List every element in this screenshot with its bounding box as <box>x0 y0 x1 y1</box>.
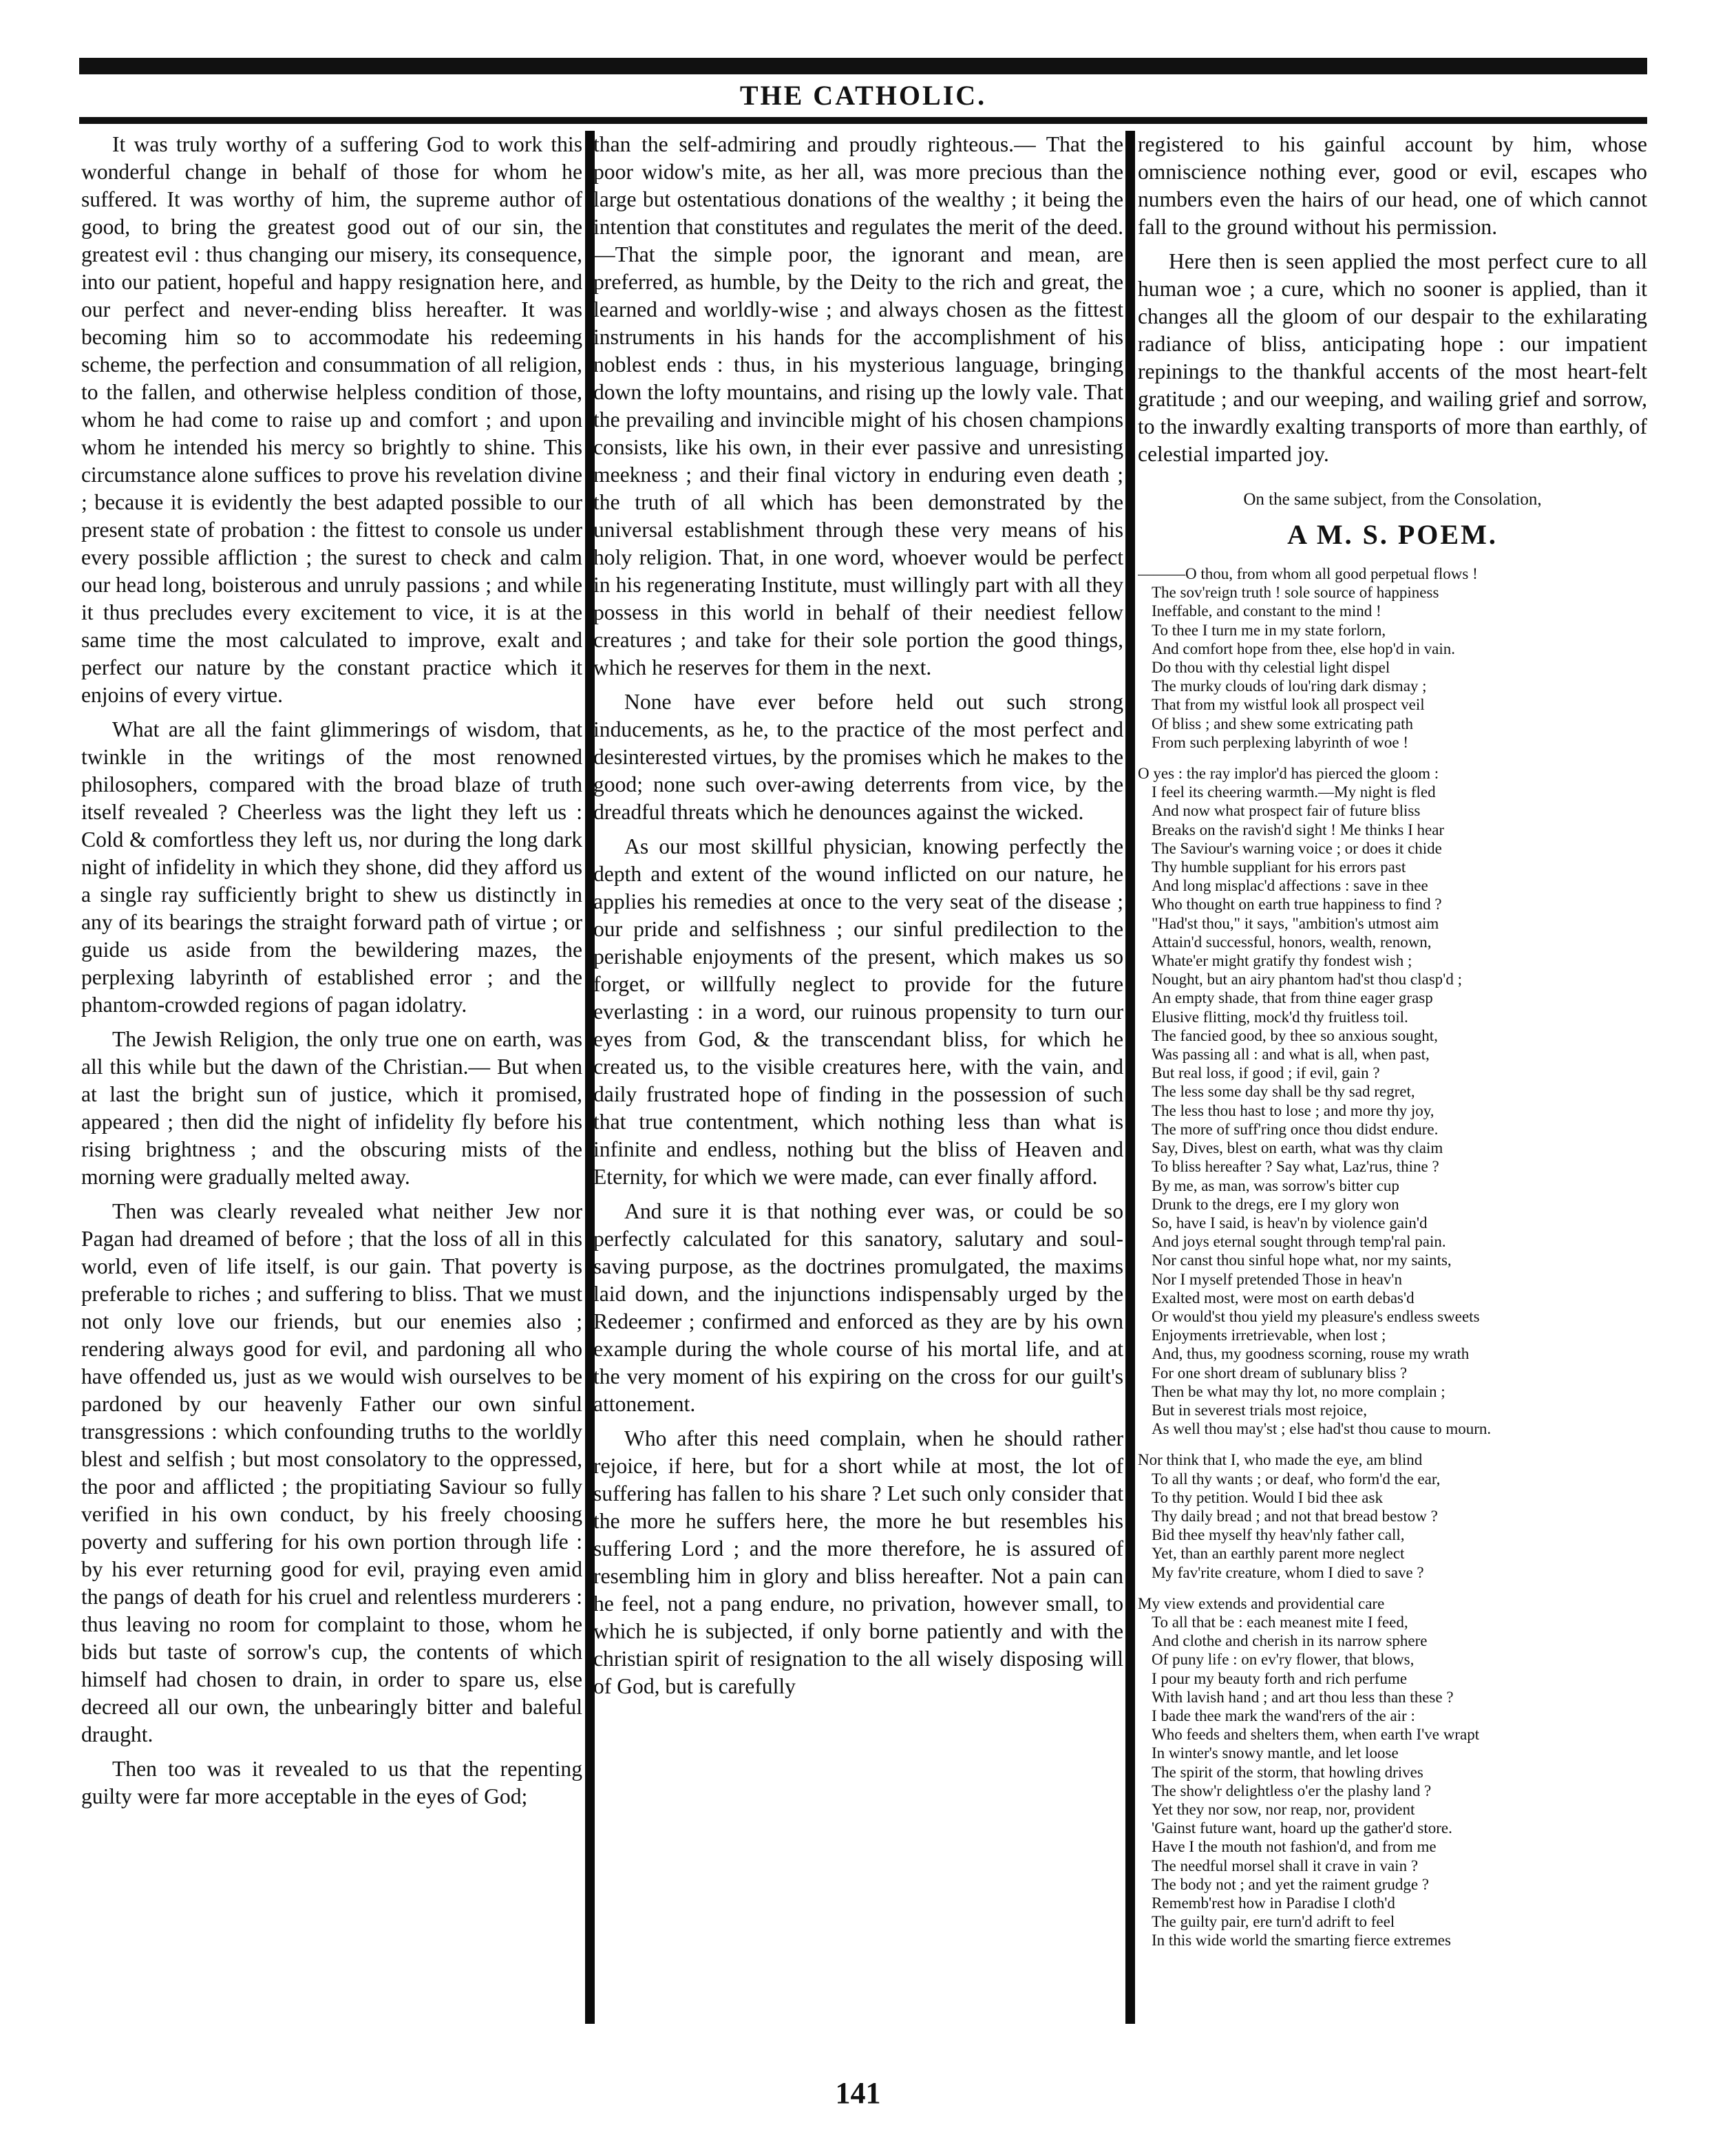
poem-line: Of bliss ; and shew some extricating path <box>1152 715 1414 732</box>
poem-line: And comfort hope from thee, else hop'd in vain. <box>1152 640 1456 657</box>
poem-line: Elusive flitting, mock'd thy fruitless toil. <box>1152 1008 1408 1026</box>
poem-line: The fancied good, by thee so anxious sought, <box>1152 1026 1438 1044</box>
poem-line: To all that be : each meanest mite I feed, <box>1152 1613 1408 1631</box>
poem-stanza <box>1138 1594 1647 1950</box>
poem-line: Do thou with thy celestial light dispel <box>1152 659 1390 677</box>
poem-line: The sov'reign truth ! sole source of happiness <box>1152 584 1439 602</box>
poem-line: An empty shade, that from thine eager grasp <box>1152 989 1433 1007</box>
poem-line: The less thou hast to lose ; and more thy joy, <box>1152 1101 1434 1119</box>
paragraph: Then was clearly revealed what neither Jew nor Pagan had dreamed of before ; that the loss of all in this world, even of life itself, is our gain. That poverty is preferable to riches ; and suffering to bliss. That we must not only love our friends, but our enemies also ; rendering always good for evil, and pardoning all who have offended us, just as we would wish ourselves to be pardoned by our heavenly Father our own sinful transgressions : which confounding truths to the worldly blest and selfish ; but most consolatory to the oppressed, the poor and afflicted ; the propitiating Saviour so fully verified in his own conduct, by his freely choosing poverty and suffering for his own portion through life : by his ever returning good for evil, praying even amid the pangs of death for his cruel and relentless murderers : thus leaving no room for complaint to those, whom he bids but taste of sorrow's cup, the contents of which himself had chosen to drain, in order to spare us, else decreed all our own, the unbearingly bitter and baleful draught. <box>81 1199 582 1746</box>
poem-line: For one short dream of sublunary bliss ? <box>1152 1364 1408 1382</box>
poem-line: Bid thee myself thy heav'nly father call, <box>1152 1526 1405 1544</box>
poem-line: Who thought on earth true happiness to find ? <box>1152 896 1442 913</box>
text-column-1 <box>81 131 582 2093</box>
poem-line: To bliss hereafter ? Say what, Laz'rus, thine ? <box>1152 1158 1439 1176</box>
paragraph: And sure it is that nothing ever was, or could be so perfectly calculated for this sanatory, salutary and soul-saving purpose, as the doctrines promulgated, the maxims laid down, and the injunctions indispensably urged by the Redeemer ; confirmed and enforced as they are by his own example during the whole course of his mortal life, and at the very moment of his expiring on the cross for our guilt's attonement. <box>593 1199 1123 1416</box>
poem-line: And clothe and cherish in its narrow sphere <box>1152 1632 1428 1650</box>
poem-line: That from my wistful look all prospect veil <box>1152 696 1425 714</box>
poem-line: Nought, but an airy phantom had'st thou clasp'd ; <box>1152 971 1462 989</box>
poem-line: But in severest trials most rejoice, <box>1152 1401 1367 1419</box>
running-head: THE CATHOLIC. <box>739 80 987 111</box>
poem-line: With lavish hand ; and art thou less than these ? <box>1152 1688 1454 1706</box>
poem-line: O yes : the ray implor'd has pierced the gloom : <box>1138 765 1439 783</box>
poem-title: A M. S. POEM. <box>1287 519 1498 550</box>
poem-line: And joys eternal sought through temp'ral pain. <box>1152 1233 1446 1251</box>
poem-line: In this wide world the smarting fierce extremes <box>1152 1932 1451 1949</box>
poem-line: So, have I said, is heav'n by violence gain'd <box>1152 1214 1428 1232</box>
poem-line: The murky clouds of lou'ring dark dismay ; <box>1152 677 1427 695</box>
poem-line: Or would'st thou yield my pleasure's endless sweets <box>1152 1307 1480 1325</box>
poem-line: The less some day shall be thy sad regret, <box>1152 1083 1415 1101</box>
poem-line: I bade thee mark the wand'rers of the air : <box>1152 1706 1415 1724</box>
poem-body <box>1138 564 1647 1950</box>
poem-line: Breaks on the ravish'd sight ! Me thinks I hear <box>1152 821 1445 838</box>
poem-line: To thee I turn me in my state forlorn, <box>1152 621 1386 639</box>
poem-line: But real loss, if good ; if evil, gain ? <box>1152 1064 1380 1082</box>
paragraph: The Jewish Religion, the only true one on earth, was all this while but the dawn of the Christian.— But when at last the bright sun of justice, which it promised, appeared ; then did the night of infidelity fly before his rising brightness ; and the obscuring mists of the morning were gradually melted away. <box>81 1027 582 1189</box>
poem-line: In winter's snowy mantle, and let loose <box>1152 1744 1399 1762</box>
header-rule <box>79 117 1647 124</box>
poem-line: Rememb'rest how in Paradise I cloth'd <box>1152 1894 1395 1912</box>
poem-line: 'Gainst future want, hoard up the gather'd store. <box>1152 1819 1452 1837</box>
page-number: 141 <box>835 2076 881 2110</box>
poem-line: My fav'rite creature, whom I died to save ? <box>1152 1563 1424 1581</box>
poem-line: My view extends and providential care <box>1138 1594 1385 1612</box>
poem-line: I pour my beauty forth and rich perfume <box>1152 1669 1408 1687</box>
poem-line: The body not ; and yet the raiment grudge ? <box>1152 1875 1430 1893</box>
poem-stanza <box>1138 564 1647 752</box>
poem-line: Nor canst thou sinful hope what, nor my saints, <box>1152 1251 1452 1269</box>
text-column-3 <box>1138 131 1647 2093</box>
column-rule-right <box>1125 131 1135 2024</box>
poem-line: Nor I myself pretended Those in heav'n <box>1152 1270 1402 1288</box>
poem-line: To thy petition. Would I bid thee ask <box>1152 1488 1383 1506</box>
poem-line: From such perplexing labyrinth of woe ! <box>1152 733 1409 751</box>
paragraph: None have ever before held out such strong inducements, as he, to the practice of the most perfect and desinterested virtues, by the promises which he makes to the good; none such over-awing deterrents from vice, by the dreadful threats which he denounces against the wicked. <box>593 690 1123 824</box>
paragraph: Here then is seen applied the most perfect cure to all human woe ; a cure, which no sooner is applied, than it changes all the gloom of our despair to the exhilarating radiance of bliss, anticipating hope : our impatient repinings to the thankful accents of the most heart-felt gratitude ; and our weeping, and wailing grief and sorrow, to the inwardly exalting transports of more than earthly, of celestial imparted joy. <box>1138 249 1647 466</box>
poem-line: As well thou may'st ; else had'st thou cause to mourn. <box>1152 1420 1492 1438</box>
poem-source: On the same subject, from the Consolation, <box>1243 490 1542 509</box>
poem-line: The more of suff'ring once thou didst endure. <box>1152 1120 1439 1138</box>
paragraph: What are all the faint glimmerings of wisdom, that twinkle in the writings of the most renowned philosophers, compared with the broad blaze of truth itself revealed ? Cheerless was the light they left us : Cold & comfortless they left us, nor during the long dark night of infidelity in which they shone, did they afford us a single ray sufficiently bright to shew us distinctly in any of its bearings the straight forward path of virtue ; or guide us aside from the bewildering mazes, the perplexing labyrinth of established error ; and the phantom-crowded regions of pagan idolatry. <box>81 717 582 1017</box>
poem-line: "Had'st thou," it says, "ambition's utmost aim <box>1152 914 1439 932</box>
poem-line: Exalted most, were most on earth debas'd <box>1152 1289 1415 1307</box>
poem-line: Nor think that I, who made the eye, am blind <box>1138 1451 1423 1469</box>
top-heavy-rule <box>79 58 1647 74</box>
poem-line: ———O thou, from whom all good perpetual flows ! <box>1138 565 1478 582</box>
poem-stanza <box>1138 1450 1647 1581</box>
poem-line: Yet they nor sow, nor reap, nor, provident <box>1152 1801 1415 1818</box>
poem-line: And, thus, my goodness scorning, rouse my wrath <box>1152 1345 1470 1363</box>
poem-stanza <box>1138 764 1647 1438</box>
paragraph: Then too was it revealed to us that the repenting guilty were far more acceptable in the eyes of God; <box>81 1757 582 1808</box>
poem-line: Of puny life : on ev'ry flower, that blows, <box>1152 1651 1415 1669</box>
poem-line: And now what prospect fair of future bliss <box>1152 802 1421 820</box>
poem-line: Say, Dives, blest on earth, what was thy claim <box>1152 1139 1443 1157</box>
poem-line: The spirit of the storm, that howling drives <box>1152 1763 1423 1781</box>
poem-line: Enjoyments irretrievable, when lost ; <box>1152 1327 1386 1344</box>
paragraph: registered to his gainful account by him, whose omniscience nothing ever, good or evil, escapes who numbers even the hairs of our head, one of which cannot fall to the ground without his permission. <box>1138 132 1647 239</box>
poem-line: Then be what may thy lot, no more complain ; <box>1152 1382 1445 1400</box>
poem-line: Yet, than an earthly parent more neglect <box>1152 1545 1405 1563</box>
paragraph: Who after this need complain, when he should rather rejoice, if here, but for a short while at most, the lot of suffering has fallen to his share ? Let such only consider that the more he suffers here, the more he but resembles his suffering Lord ; and the more therefore, he is assured of resembling him in glory and bliss hereafter. Not a pain can he feel, not a pang endure, no privation, however small, to which he is subjected, if only borne patiently and with the christian spirit of resignation to the all wisely disposing will of God, but is carefully <box>593 1426 1123 1698</box>
poem-line: Ineffable, and constant to the mind ! <box>1152 602 1381 620</box>
poem-line: Who feeds and shelters them, when earth I've wrapt <box>1152 1726 1480 1744</box>
paragraph: As our most skillful physician, knowing perfectly the depth and extent of the wound inflicted on our nature, he applies his remedies at once to the very seat of the disease ; our pride and selfishness ; our sinful predilection to the perishable enjoyments of the present, which makes us so forget, or willfully neglect to provide for the future everlasting : in a word, our ruinous propensity to turn our eyes from God, & the transcendant bliss, for which he created us, to the visible creatures here, with the vain, and daily frustrated hope of finding in the possession of such that true contentment, which nothing less than what is infinite and endless, nothing but the bliss of Heaven and Eternity, for which we were made, can ever finally afford. <box>593 834 1123 1189</box>
poem-line: The show'r delightless o'er the plashy land ? <box>1152 1782 1432 1799</box>
text-column-2 <box>593 131 1123 2093</box>
poem-line: I feel its cheering warmth.—My night is fled <box>1152 783 1436 801</box>
paragraph: It was truly worthy of a suffering God to work this wonderful change in behalf of those for whom he suffered. It was worthy of him, the supreme author of good, to bring the greatest good out of our sin, the greatest evil : thus changing our misery, its consequence, into our patient, hopeful and happy resignation here, and our perfect and never-ending bliss hereafter. It was becoming him so to accommodate his redeeming scheme, the perfection and consummation of all religion, to the fallen, and otherwise helpless condition of those, whom he had come to raise up and comfort ; and upon whom he intended his mercy so brightly to shine. This circumstance alone suffices to prove his revelation divine ; because it is evidently the best adapted possible to our present state of probation : the fittest to console us under every possible affliction ; the surest to check and calm our head long, boisterous and unruly passions ; and while it thus precludes every excitement to vice, it is at the same time the most calculated to improve, exalt and perfect our nature by the constant practice which it enjoins of every virtue. <box>81 132 582 707</box>
poem-line: Thy daily bread ; and not that bread bestow ? <box>1152 1507 1438 1525</box>
poem-line: Attain'd successful, honors, wealth, renown, <box>1152 933 1432 951</box>
poem-line: And long misplac'd affections : save in thee <box>1152 877 1428 895</box>
poem-line: Drunk to the dregs, ere I my glory won <box>1152 1195 1399 1213</box>
poem-line: Thy humble suppliant for his errors past <box>1152 858 1406 876</box>
poem-line: By me, as man, was sorrow's bitter cup <box>1152 1176 1399 1194</box>
poem-line: The Saviour's warning voice ; or does it chide <box>1152 839 1442 857</box>
poem-line: Have I the mouth not fashion'd, and from me <box>1152 1838 1437 1856</box>
poem-line: The needful morsel shall it crave in vain ? <box>1152 1857 1419 1874</box>
poem-line: The guilty pair, ere turn'd adrift to feel <box>1152 1913 1395 1931</box>
poem-line: Whate'er might gratify thy fondest wish ; <box>1152 952 1412 970</box>
poem-line: Was passing all : and what is all, when past, <box>1152 1046 1430 1064</box>
paragraph: than the self-admiring and proudly righteous.— That the poor widow's mite, as her all, was more precious than the large but ostentatious donations of the wealthy ; it being the intention that constitutes and regulates the merit of the deed.—That the simple poor, the ignorant and mean, are preferred, as humble, by the Deity to the rich and great, the learned and worldly-wise ; and always chosen as the fittest instruments in his hands for the accomplishment of his noblest ends : thus, in his mysterious language, bringing down the lofty mountains, and rising up the lowly vale. That the prevailing and invincible might of his chosen champions consists, like his own, in their ever passive and unresisting meekness ; and their final victory in enduring even death ; the truth of all which has been demonstrated by the universal establishment through these very means of his holy religion. That, in one word, whoever would be perfect in his regenerating Institute, must willingly part with all they possess in this world in behalf of their neediest fellow creatures ; and take for their sole portion the good things, which he reserves for them in the next. <box>593 132 1123 679</box>
poem-line: To all thy wants ; or deaf, who form'd the ear, <box>1152 1470 1441 1488</box>
